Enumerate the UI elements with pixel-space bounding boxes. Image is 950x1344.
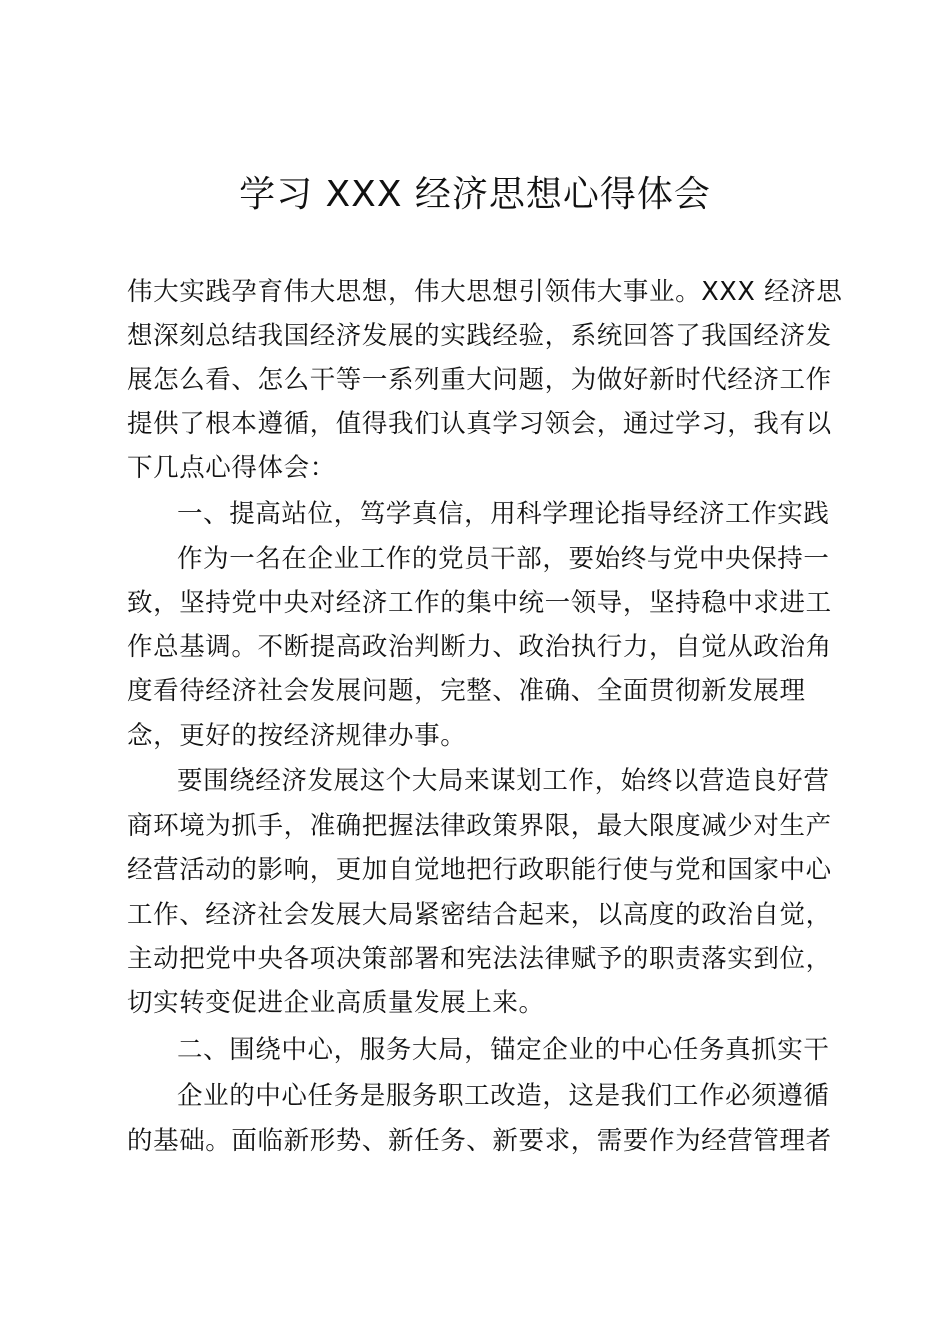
paragraph-line: 的基础。面临新形势、新任务、新要求，需要作为经营管理者 — [127, 1126, 832, 1156]
paragraph-line: 作总基调。不断提高政治判断力、政治执行力，自觉从政治角 — [127, 632, 832, 662]
section-heading: 二、围绕中心，服务大局，锚定企业的中心任务真抓实干 — [177, 1035, 830, 1065]
paragraph-line: 致，坚持党中央对经济工作的集中统一领导，坚持稳中求进工 — [127, 588, 832, 618]
paragraph-line: 念，更好的按经济规律办事。 — [127, 721, 467, 751]
paragraph-line: 度看待经济社会发展问题，完整、准确、全面贯彻新发展理 — [127, 676, 806, 706]
paragraph-line: 要围绕经济发展这个大局来谋划工作，始终以营造良好营 — [177, 766, 830, 796]
paragraph-line: 想深刻总结我国经济发展的实践经验，系统回答了我国经济发 — [127, 321, 832, 351]
document-title: 学习 XXX 经济思想心得体会 — [239, 174, 711, 215]
paragraph-line: 工作、经济社会发展大局紧密结合起来，以高度的政治自觉， — [127, 900, 832, 930]
paragraph-line: 切实转变促进企业高质量发展上来。 — [127, 988, 545, 1018]
paragraph-line: 经营活动的影响，更加自觉地把行政职能行使与党和国家中心 — [127, 855, 832, 885]
paragraph-line: 商环境为抓手，准确把握法律政策界限，最大限度减少对生产 — [127, 811, 832, 841]
paragraph-line: 主动把党中央各项决策部署和宪法法律赋予的职责落实到位， — [127, 944, 832, 974]
paragraph-line: 伟大实践孕育伟大思想，伟大思想引领伟大事业。XXX 经济思 — [127, 277, 843, 307]
section-heading: 一、提高站位，笃学真信，用科学理论指导经济工作实践 — [177, 499, 830, 529]
paragraph-line: 作为一名在企业工作的党员干部，要始终与党中央保持一 — [177, 544, 830, 574]
paragraph-line: 下几点心得体会： — [127, 453, 336, 483]
paragraph-line: 提供了根本遵循，值得我们认真学习领会，通过学习，我有以 — [127, 409, 832, 439]
paragraph-line: 企业的中心任务是服务职工改造，这是我们工作必须遵循 — [177, 1081, 830, 1111]
paragraph-line: 展怎么看、怎么干等一系列重大问题，为做好新时代经济工作 — [127, 365, 832, 395]
